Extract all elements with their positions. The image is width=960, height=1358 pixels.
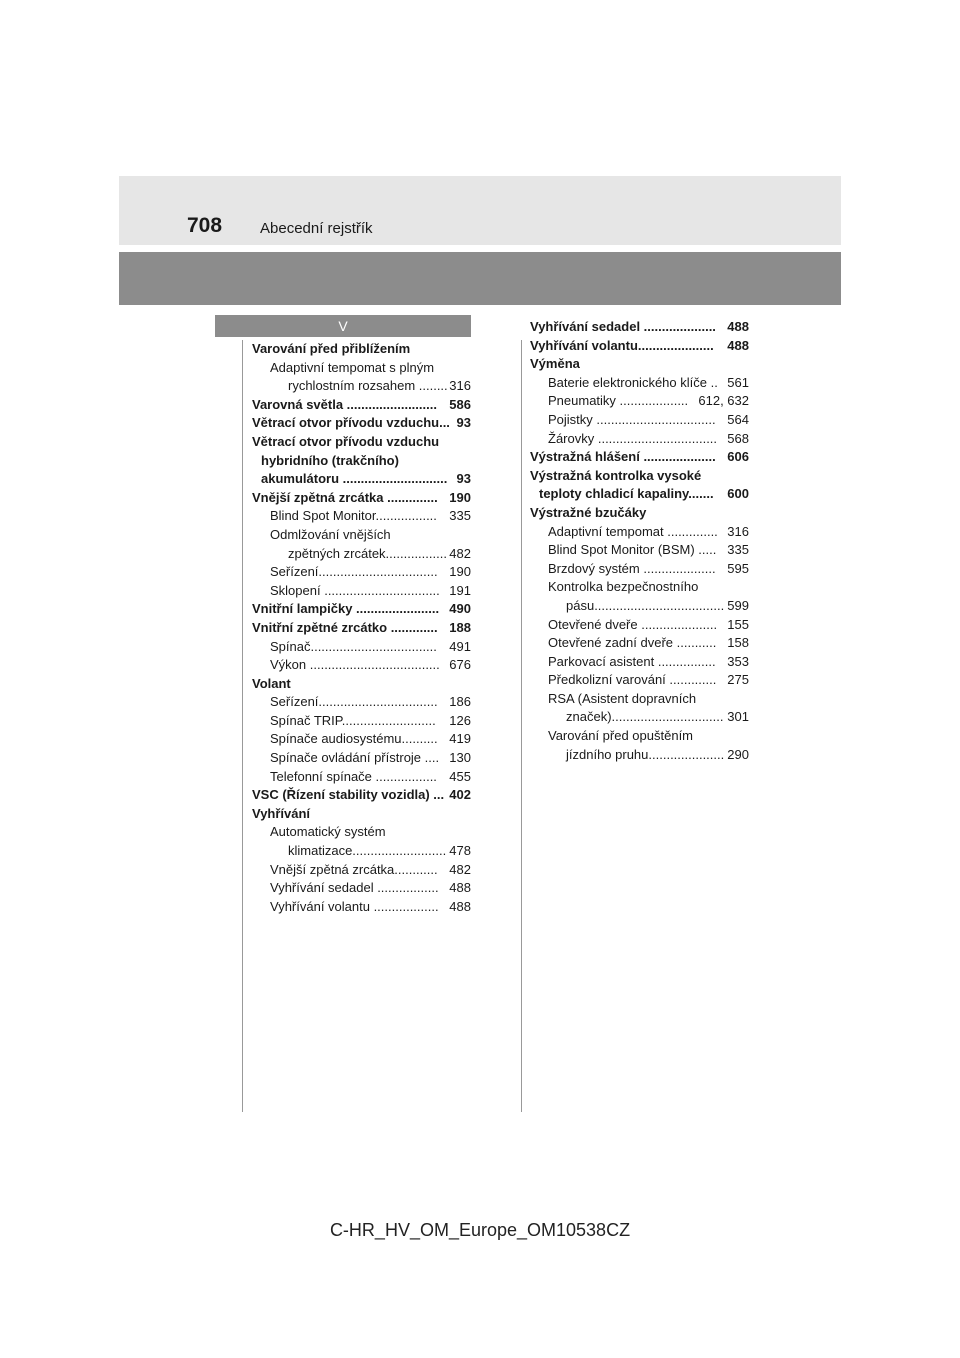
index-entry — [252, 526, 471, 545]
index-entry-text: Blind Spot Monitor................. — [270, 508, 437, 524]
index-entry-page: 316 — [449, 378, 471, 394]
index-entry-text: Seřízení................................. — [270, 694, 438, 710]
index-entry — [530, 355, 749, 374]
index-entry — [252, 898, 471, 917]
index-entry-text: hybridního (trakčního) — [261, 452, 399, 468]
index-entry — [252, 675, 471, 694]
index-entry — [252, 545, 471, 564]
index-entry-page: 126 — [449, 712, 471, 728]
index-entry — [252, 452, 471, 471]
index-entry — [530, 653, 749, 672]
index-entry-text: Spínač................................... — [270, 638, 437, 654]
index-entry — [530, 392, 749, 411]
index-entry — [252, 638, 471, 657]
index-entry-page: 561 — [727, 374, 749, 390]
index-entry — [252, 805, 471, 824]
index-entry-page: 335 — [727, 542, 749, 558]
index-entry-text: Vyhřívání sedadel .................... — [530, 319, 716, 334]
index-entry — [530, 671, 749, 690]
index-entry-text: Vnitřní zpětné zrcátko ............. — [252, 619, 438, 635]
right-column-rule — [521, 340, 522, 1112]
index-entry — [530, 485, 749, 504]
index-entry-page: 155 — [727, 616, 749, 632]
index-entry-text: Větrací otvor přívodu vzduchu... — [252, 415, 450, 431]
index-entry-text: Vyhřívání sedadel ................. — [270, 880, 439, 896]
index-entry-text: jízdního pruhu..................... — [566, 746, 725, 762]
index-entry — [252, 823, 471, 842]
index-entry-page: 600 — [727, 486, 749, 502]
index-entry-page: 488 — [727, 337, 749, 353]
index-entry-page: 186 — [449, 694, 471, 710]
index-entry-page: 158 — [727, 635, 749, 651]
index-entry — [530, 374, 749, 393]
index-entry-text: teploty chladicí kapaliny....... — [539, 486, 714, 502]
index-entry-text: klimatizace.......................... — [288, 843, 447, 859]
index-entry — [530, 448, 749, 467]
index-entry-page: 612, 632 — [698, 393, 749, 409]
index-entry — [530, 541, 749, 560]
index-entry — [530, 318, 749, 337]
header-band — [119, 176, 841, 245]
index-entry-page: 316 — [727, 523, 749, 539]
index-entry — [252, 582, 471, 601]
index-entry — [252, 470, 471, 489]
index-entry — [252, 619, 471, 638]
index-entry-text: Výstražná kontrolka vysoké — [530, 467, 702, 483]
index-entry-page: 130 — [449, 750, 471, 766]
index-entry — [252, 433, 471, 452]
index-entry-page: 478 — [449, 843, 471, 859]
index-entry-text: Výkon .................................... — [270, 657, 440, 673]
index-entry — [252, 359, 471, 378]
index-entry-page: 402 — [449, 787, 471, 803]
index-entry-text: Otevřené zadní dveře ........... — [548, 635, 717, 651]
index-entry-page: 586 — [449, 396, 471, 412]
index-entry — [530, 727, 749, 746]
index-entry — [252, 861, 471, 880]
index-entry — [252, 563, 471, 582]
index-entry-text: Varování před přiblížením — [252, 341, 411, 356]
index-entry-text: akumulátoru ............................. — [261, 471, 448, 487]
index-entry-text: Výstražná hlášení .................... — [530, 449, 716, 465]
index-entry-page: 455 — [449, 768, 471, 784]
index-entry-page: 93 — [456, 471, 471, 487]
index-entry-text: Automatický systém — [270, 824, 386, 840]
index-entry-page: 301 — [727, 709, 749, 725]
index-entry-text: Telefonní spínače ................. — [270, 768, 437, 784]
index-entry-text: Vyhřívání — [252, 805, 311, 821]
right-index-column — [530, 318, 749, 764]
index-entry-text: Vnější zpětná zrcátka .............. — [252, 489, 438, 505]
index-entry — [530, 690, 749, 709]
index-entry-text: Sklopení ................................ — [270, 582, 440, 598]
index-entry-text: Kontrolka bezpečnostního — [548, 579, 699, 595]
index-entry — [530, 411, 749, 430]
index-entry-page: 482 — [449, 861, 471, 877]
index-entry-text: Vyhřívání volantu .................. — [270, 898, 439, 914]
index-entry-page: 188 — [449, 619, 471, 635]
index-entry-text: pásu.................................... — [566, 597, 725, 613]
index-entry-text: Adaptivní tempomat .............. — [548, 523, 718, 539]
index-entry-page: 595 — [727, 560, 749, 576]
index-entry-text: Adaptivní tempomat s plným — [270, 359, 435, 375]
index-entry-page: 191 — [449, 582, 471, 598]
index-entry — [530, 560, 749, 579]
index-entry — [252, 489, 471, 508]
index-entry — [252, 879, 471, 898]
index-entry-text: rychlostním rozsahem ........ — [288, 378, 448, 394]
index-entry — [530, 337, 749, 356]
index-entry — [252, 693, 471, 712]
index-entry-text: Výměna — [530, 356, 580, 372]
index-entry-text: Spínač TRIP.......................... — [270, 712, 436, 728]
index-entry — [252, 712, 471, 731]
left-index-column — [252, 340, 471, 916]
index-entry-page: 490 — [449, 601, 471, 617]
index-entry-text: Předkolizní varování ............. — [548, 672, 717, 688]
index-entry-page: 290 — [727, 746, 749, 762]
index-entry-text: Brzdový systém .................... — [548, 560, 716, 576]
index-entry-text: Otevřené dveře ..................... — [548, 616, 718, 632]
index-entry-text: Větrací otvor přívodu vzduchu — [252, 433, 440, 449]
index-entry-text: Parkovací asistent ................ — [548, 653, 716, 669]
index-entry-text: zpětných zrcátek................. — [288, 545, 447, 561]
header-dark-band — [119, 252, 841, 305]
index-entry — [252, 600, 471, 619]
index-entry-page: 190 — [449, 489, 471, 505]
index-entry — [252, 377, 471, 396]
index-entry-text: Spínače ovládání přístroje .... — [270, 750, 440, 766]
index-entry-page: 488 — [449, 898, 471, 914]
index-entry-page: 606 — [727, 449, 749, 465]
index-entry-page: 275 — [727, 672, 749, 688]
index-entry-page: 93 — [456, 415, 471, 431]
index-entry-page: 676 — [449, 657, 471, 673]
index-entry — [252, 786, 471, 805]
index-entry — [252, 507, 471, 526]
index-entry-text: Vyhřívání volantu..................... — [530, 337, 714, 353]
index-entry-text: Pojistky ................................. — [548, 411, 716, 427]
index-entry-page: 599 — [727, 597, 749, 613]
index-entry — [530, 634, 749, 653]
index-entry — [252, 730, 471, 749]
index-entry — [530, 467, 749, 486]
index-entry-page: 488 — [449, 880, 471, 896]
index-entry — [530, 578, 749, 597]
index-entry — [252, 749, 471, 768]
index-entry — [530, 504, 749, 523]
index-entry-text: Vnitřní lampičky ....................... — [252, 601, 440, 617]
index-entry-text: Blind Spot Monitor (BSM) ..... — [548, 542, 717, 558]
index-entry — [252, 414, 471, 433]
index-entry-page: 568 — [727, 430, 749, 446]
index-entry-text: Varování před opuštěním — [548, 728, 694, 744]
index-entry-text: Varovná světla ......................... — [252, 396, 437, 412]
page-number: 708 — [187, 214, 223, 237]
index-entry — [530, 708, 749, 727]
index-entry-page: 335 — [449, 508, 471, 524]
index-entry-text: Volant — [252, 675, 291, 691]
index-entry-text: Spínače audiosystému.......... — [270, 731, 438, 747]
index-entry — [252, 656, 471, 675]
index-entry — [252, 842, 471, 861]
index-entry-page: 353 — [727, 653, 749, 669]
index-entry — [252, 768, 471, 787]
index-entry-text: VSC (Řízení stability vozidla) ... — [252, 787, 445, 803]
index-entry-page: 488 — [727, 319, 749, 334]
index-entry — [530, 746, 749, 765]
index-entry — [530, 597, 749, 616]
index-entry-page: 491 — [449, 638, 471, 654]
index-entry-text: značek)............................... — [566, 709, 724, 725]
index-entry-page: 564 — [727, 411, 749, 427]
index-entry-text: Baterie elektronického klíče .. — [548, 374, 718, 390]
index-entry-text: Výstražné bzučáky — [530, 504, 647, 520]
index-entry — [530, 430, 749, 449]
index-entry-text: Seřízení................................. — [270, 564, 438, 580]
index-entry-text: Pneumatiky ................... — [548, 393, 689, 409]
document-code: C-HR_HV_OM_Europe_OM10538CZ — [329, 1220, 631, 1240]
index-entry-page: 419 — [449, 731, 471, 747]
index-entry-text: Žárovky ................................. — [548, 430, 718, 446]
left-column-rule — [242, 340, 243, 1112]
index-entry-text: Vnější zpětná zrcátka............ — [270, 861, 438, 877]
index-entry-text: Odmlžování vnějších — [270, 526, 391, 542]
section-letter: V — [215, 315, 471, 337]
index-entry-text: RSA (Asistent dopravních — [548, 690, 697, 706]
index-entry-page: 190 — [449, 564, 471, 580]
index-entry — [252, 340, 471, 359]
page-title: Abecední rejstřík — [260, 220, 373, 237]
index-entry — [530, 616, 749, 635]
index-entry — [252, 396, 471, 415]
index-entry — [530, 523, 749, 542]
index-entry-page: 482 — [449, 545, 471, 561]
